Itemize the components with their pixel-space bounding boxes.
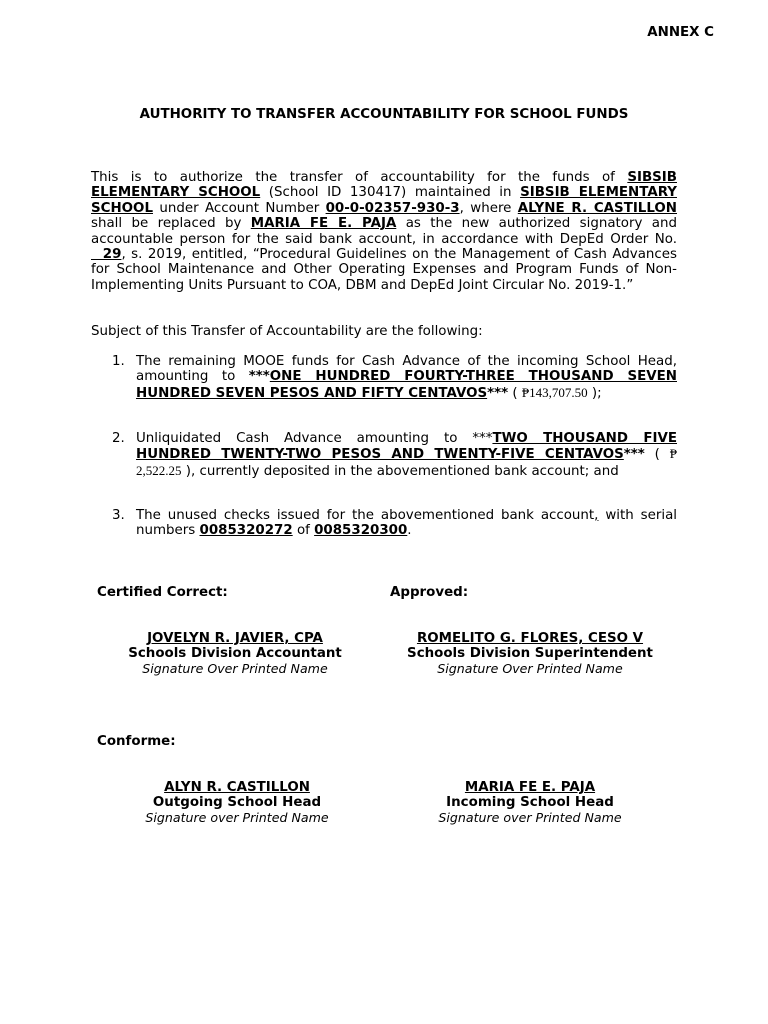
account-number: 00-0-02357-930-3 [325, 200, 460, 216]
signatory-name: MARIA FE E. PAJA [464, 780, 596, 795]
signature-block-accountant [95, 631, 375, 676]
school-name: SIBSIB ELEMENTARY SCHOOL [91, 170, 677, 201]
signatory-position: Schools Division Accountant [128, 646, 342, 661]
serial-number: 0085320272 [199, 523, 293, 539]
signature-caption: Signature Over Printed Name [142, 661, 328, 676]
signatory-position: Incoming School Head [446, 795, 614, 810]
signatory-position: Outgoing School Head [152, 795, 322, 810]
signature-block-outgoing-head [97, 780, 377, 825]
annex-label: ANNEX C [647, 25, 714, 40]
outgoing-name: ALYNE R. CASTILLON [517, 200, 677, 216]
signatory-position: Schools Division Superintendent [407, 646, 653, 661]
document-title: AUTHORITY TO TRANSFER ACCOUNTABILITY FOR SCHOOL FUNDS [139, 107, 629, 122]
amount-number: ₱143,707.50 [521, 384, 588, 400]
item-number: 2. [112, 431, 125, 446]
certified-correct-label: Certified Correct: [97, 585, 228, 600]
amount-words: TWO THOUSAND FIVE HUNDRED TWENTY-TWO PESOS AND TWENTY-FIVE CENTAVOS [136, 431, 677, 463]
intro-paragraph: This is to authorize the transfer of accountability for the funds of SIBSIB ELEMENTARY SCHOOL (School ID 130417) maintained in SIBSIB ELEMENTARY SCHOOL under Account Number 00-0-02357-930-3, where ALYNE R. CASTILLON shall be replaced by MARIA FE E. PAJA as the new authorized signatory and accountable person for the said bank account, in accordance with DepEd Order No. 29, s. 2019, entitled, “Procedural Guidelines on the Management of Cash Advances for School Maintenance and Other Operating Expenses and Program Funds of Non-Implementing Units Pursuant to COA, DBM and DepEd Joint Circular No. 2019-1.” [91, 170, 677, 293]
signature-block-incoming-head [390, 780, 670, 825]
list-item: 1. The remaining MOOE funds for Cash Advance of the incoming School Head, amounting to ***ONE HUNDRED FOURTY-THREE THOUSAND SEVEN HUNDRED SEVEN PESOS AND FIFTY CENTAVOS*** ( ₱143,707.50 ); [112, 354, 677, 401]
list-item: 2. Unliquidated Cash Advance amounting to ***TWO THOUSAND FIVE HUNDRED TWENTY-TWO PESOS AND TWENTY-FIVE CENTAVOS*** ( ₱ 2,522.25 ), currently deposited in the abovementioned bank account; and [112, 431, 677, 479]
signatory-name: ALYN R. CASTILLON [164, 780, 310, 795]
amount-words: ONE HUNDRED FOURTY-THREE THOUSAND SEVEN HUNDRED SEVEN PESOS AND FIFTY CENTAVOS [136, 369, 677, 401]
amount-number: ₱ 2,522.25 [136, 446, 677, 478]
list-item: 3. The unused checks issued for the abovementioned bank account, with serial numbers 0085320272 of 0085320300. [112, 508, 677, 539]
subject-line: Subject of this Transfer of Accountability are the following: [91, 324, 483, 339]
item-number: 3. [112, 508, 125, 523]
signature-caption: Signature over Printed Name [145, 810, 329, 825]
school-name: SIBSIB ELEMENTARY SCHOOL [91, 185, 677, 216]
incoming-name: MARIA FE E. PAJA [250, 216, 397, 232]
signatory-name: ROMELITO G. FLORES, CESO V [416, 631, 644, 646]
item-number: 1. [112, 354, 125, 369]
signatory-name: JOVELYN R. JAVIER, CPA [147, 631, 323, 646]
signature-block-superintendent [390, 631, 670, 676]
signature-caption: Signature Over Printed Name [437, 661, 623, 676]
serial-number: 0085320300 [314, 523, 408, 539]
conforme-label: Conforme: [97, 734, 176, 749]
order-number: 29 [91, 247, 122, 263]
approved-label: Approved: [390, 585, 469, 600]
signature-caption: Signature over Printed Name [438, 810, 622, 825]
